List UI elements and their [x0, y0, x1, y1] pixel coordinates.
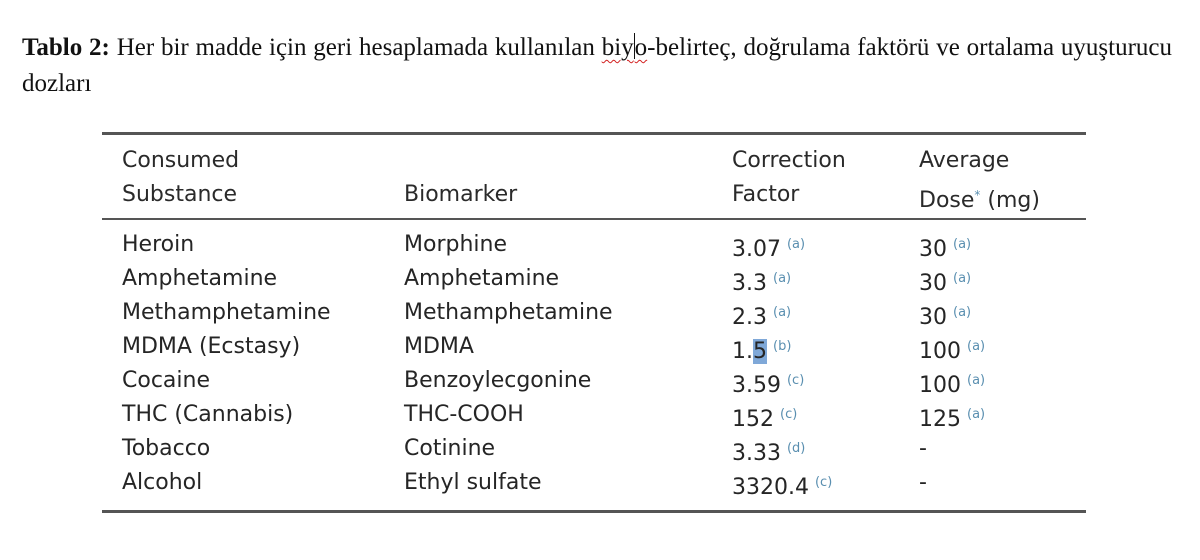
cell-biomarker: Cotinine [404, 436, 496, 461]
reference-link[interactable]: (a) [773, 271, 792, 286]
factor-value: 3.33 [732, 441, 781, 466]
dose-value: - [919, 470, 927, 495]
dose-value: 100 [919, 339, 961, 364]
factor-value: 3.59 [732, 373, 781, 398]
reference-link[interactable]: (a) [967, 339, 986, 354]
header-correction-factor [732, 144, 846, 212]
table-row [102, 330, 1086, 364]
cell-biomarker: Benzoylecgonine [404, 368, 592, 393]
cell-factor [732, 466, 832, 505]
header-text: Consumed [122, 148, 240, 173]
cell-substance: Tobacco [122, 436, 211, 461]
table-row [102, 228, 1086, 262]
selected-text[interactable]: 5 [753, 339, 767, 364]
header-text: (mg) [980, 188, 1040, 213]
squiggle-part-b: o [634, 34, 648, 61]
table-row [102, 262, 1086, 296]
dose-value: - [919, 436, 927, 461]
table-bottom-rule [102, 510, 1086, 513]
table-row [102, 364, 1086, 398]
cell-substance: MDMA (Ecstasy) [122, 334, 301, 359]
dose-value: 30 [919, 305, 947, 330]
cell-biomarker: Methamphetamine [404, 300, 613, 325]
table-row [102, 432, 1086, 466]
cell-substance: Cocaine [122, 368, 210, 393]
cell-biomarker: Amphetamine [404, 266, 560, 291]
header-text: Factor [732, 182, 800, 207]
reference-link[interactable]: (a) [773, 305, 792, 320]
cell-substance: THC (Cannabis) [122, 402, 294, 427]
cell-substance: Methamphetamine [122, 300, 331, 325]
caption-label: Tablo 2: [22, 34, 110, 61]
dose-value: 125 [919, 407, 961, 432]
dose-value: 30 [919, 237, 947, 262]
dose-value: 100 [919, 373, 961, 398]
cell-biomarker: Ethyl sulfate [404, 470, 542, 495]
caption-text-after: -belirteç, doğrulama faktörü ve ortalama uyuşturucu dozları [22, 34, 1172, 97]
reference-link[interactable]: (b) [773, 339, 792, 354]
factor-value: 3320.4 [732, 475, 809, 500]
header-text: Substance [122, 182, 238, 207]
table-caption [22, 30, 1172, 102]
table-header-rule [102, 218, 1086, 220]
factor-value: 152 [732, 407, 774, 432]
reference-link[interactable]: (a) [953, 305, 972, 320]
header-consumed-substance [122, 144, 239, 212]
table-row [102, 466, 1086, 500]
header-text: Correction [732, 148, 846, 173]
header-text: Average [919, 148, 1010, 173]
header-text: Dose [919, 188, 975, 213]
reference-link[interactable]: (c) [786, 373, 805, 388]
factor-value: 3.07 [732, 237, 781, 262]
reference-link[interactable]: (c) [814, 475, 833, 490]
header-average-dose [919, 144, 1040, 218]
reference-link[interactable]: (d) [786, 441, 806, 456]
cell-substance: Heroin [122, 232, 195, 257]
reference-link[interactable]: (a) [953, 271, 972, 286]
reference-link[interactable]: (a) [967, 407, 986, 422]
cell-biomarker: THC-COOH [404, 402, 524, 427]
reference-link[interactable]: (c) [780, 407, 798, 422]
table-row [102, 296, 1086, 330]
cell-dose [919, 466, 927, 500]
factor-value: 1. [732, 339, 753, 364]
cell-substance: Alcohol [122, 470, 203, 495]
cell-dose [919, 432, 927, 466]
reference-link[interactable]: (a) [786, 237, 806, 252]
table-top-rule [102, 132, 1086, 135]
footnote-star: * [974, 188, 981, 202]
reference-link[interactable]: (a) [953, 237, 972, 252]
factor-value: 3.3 [732, 271, 767, 296]
cell-substance: Amphetamine [122, 266, 278, 291]
caption-text-before: Her bir madde için geri hesaplamada kullanılan [116, 34, 602, 61]
factor-value: 2.3 [732, 305, 767, 330]
cell-biomarker: MDMA [404, 334, 474, 359]
cell-biomarker: Morphine [404, 232, 507, 257]
dose-value: 30 [919, 271, 947, 296]
squiggle-part-a: biy [601, 34, 634, 61]
table-row [102, 398, 1086, 432]
spellcheck-underlined-word[interactable] [602, 34, 647, 61]
header-biomarker: Biomarker [404, 182, 518, 207]
reference-link[interactable]: (a) [967, 373, 986, 388]
